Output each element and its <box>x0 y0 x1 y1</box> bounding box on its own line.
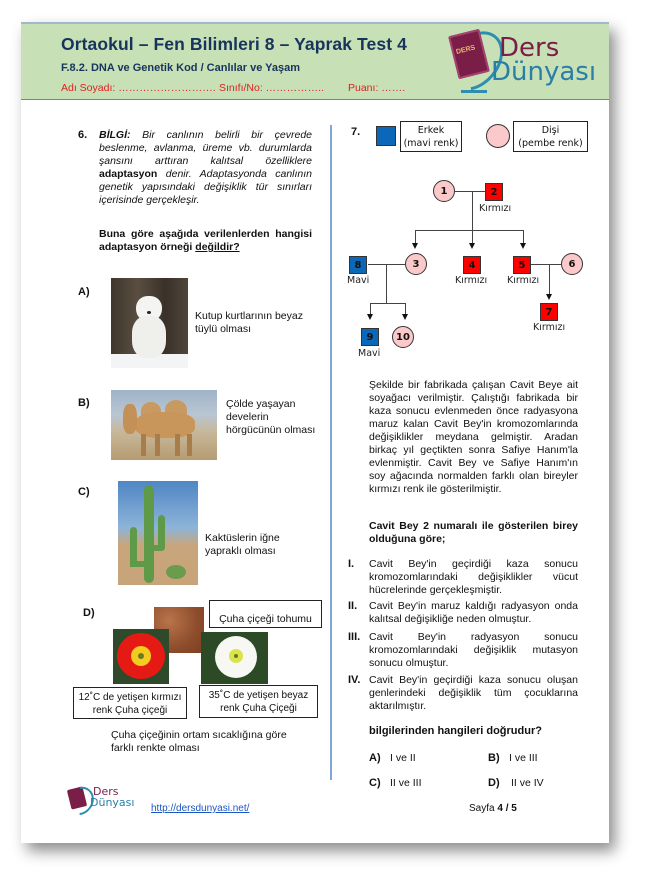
answer-letter: C) <box>369 777 381 789</box>
logo-line-2: Dünyası <box>491 57 597 87</box>
question-prompt: Cavit Bey 2 numaralı ile gösterilen birey olduğuna göre; <box>369 520 578 545</box>
male-legend-box <box>400 121 462 152</box>
female-legend-circle <box>486 124 510 148</box>
statement-text: Cavit Bey'in maruz kaldığı radyasyon onda kalıtsal değişikliğe neden olmuştur. <box>369 600 578 625</box>
node-4-label: Kırmızı <box>455 275 488 286</box>
white-primrose-image <box>201 632 268 684</box>
page-total: 5 <box>511 803 517 814</box>
question-number: 6. <box>78 129 88 141</box>
sibling-line <box>415 230 523 231</box>
question-passage: Şekilde bir fabrikada çalışan Cavit Beye ait soyağacı verilmiştir. Çalıştığı fabrikada bir kaza sonucu evlenmeden önce radyasyona maruz kalan Cavit Bey'in kromozomlarında değişiklikler meydana gelmiştir. Aradan birkaç yıl geçtikten sonra Safiye Hanım'la evlenmiştir. Cavit Bey ve Safiye Hanım'ın soy ağacında normalden farklı olan bireyler kırmızı renk ile gösterilmiştir. <box>369 379 578 495</box>
worksheet-page <box>21 22 609 843</box>
pedigree-node-8 <box>349 256 367 274</box>
red-flower-label-box: 12˚C de yetişen kırmızı renk Çuha çiçeği <box>73 687 187 719</box>
line-to-5 <box>523 230 524 244</box>
pedigree-node-9 <box>361 328 379 346</box>
pedigree-node-1 <box>433 180 455 202</box>
node-8-label: Mavi <box>347 275 370 286</box>
answer-text: I ve II <box>390 752 416 764</box>
marriage-line-5-6 <box>531 264 561 265</box>
pedigree-node-6 <box>561 253 583 275</box>
question-prompt <box>99 228 312 254</box>
line-to-4 <box>472 230 473 244</box>
page-subtitle: F.8.2. DNA ve Genetik Kod / Canlılar ve Yaşam <box>61 62 301 74</box>
arrow-to-4 <box>469 243 475 249</box>
pedigree-node-4 <box>463 256 481 274</box>
statement-text: Cavit Bey'in geçirdiği kaza sonucu kromozomlarındaki değişiklikler vücut hücrelerinde gerçekleşmiştir. <box>369 558 578 596</box>
page-number <box>469 803 517 814</box>
page-header <box>21 22 609 100</box>
pedigree-node-3 <box>405 253 427 275</box>
footer-logo-line-2: Dünyası <box>90 796 135 809</box>
option-text: Çuha çiçeğinin ortam sıcaklığına göre farklı renkte olması <box>111 729 287 754</box>
page-title: Ortaokul – Fen Bilimleri 8 – Yaprak Test 4 <box>61 34 407 54</box>
white-flower-label-box: 35˚C de yetişen beyaz renk Çuha Çiçeği <box>199 685 318 718</box>
sibling-line-9-10 <box>370 303 405 304</box>
answer-text: I ve III <box>509 752 538 764</box>
node-id: 4 <box>468 259 476 271</box>
statement-text: Cavit Bey'in geçirdiği kaza sonucu oluşan genlerindeki değişiklik tüm çocuklarına aktarılmıştır. <box>369 674 578 712</box>
prompt-text: Buna göre aşağıda verilenlerden hangisi adaptasyon örneği <box>99 228 312 253</box>
node-id: 7 <box>545 306 553 318</box>
option-text: Kutup kurtlarının beyaz tüylü olması <box>195 310 303 335</box>
red-primrose-image <box>113 629 169 684</box>
page-separator: / <box>502 803 512 814</box>
page-prefix: Sayfa <box>469 803 498 814</box>
arrow-to-10 <box>402 314 408 320</box>
arrow-to-5 <box>520 243 526 249</box>
node-id: 6 <box>568 258 576 270</box>
logo-text <box>491 33 597 87</box>
option-letter: A) <box>78 286 90 298</box>
node-id: 5 <box>518 259 526 271</box>
seed-label-box: Çuha çiçeği tohumu <box>209 600 322 628</box>
statement-numeral: IV. <box>348 674 361 686</box>
logo-line-1: Ders <box>499 33 560 63</box>
female-legend-line-2: (pembe renk) <box>518 138 583 149</box>
name-field: Adı Soyadı: ………………………. <box>61 82 216 94</box>
answer-letter: D) <box>488 777 500 789</box>
question-number: 7. <box>351 126 361 138</box>
option-letter: B) <box>78 397 90 409</box>
question-text: bilgilerinden hangileri doğrudur? <box>369 725 542 737</box>
statement-numeral: II. <box>348 600 358 612</box>
male-legend-square <box>376 126 396 146</box>
pedigree-node-10 <box>392 326 414 348</box>
cactus-image <box>118 481 198 585</box>
footer-logo-line-1: Ders <box>93 785 119 798</box>
option-letter: C) <box>78 486 90 498</box>
option-letter: D) <box>83 607 95 619</box>
footer-logo-text <box>90 785 135 809</box>
descent-line-8-3 <box>386 264 387 303</box>
male-legend-line-2: (mavi renk) <box>403 138 459 149</box>
answer-letter: A) <box>369 752 381 764</box>
node-id: 2 <box>490 186 498 198</box>
node-id: 9 <box>366 331 374 343</box>
female-legend-line-1: Dişi <box>541 125 560 136</box>
arrow-to-3 <box>412 243 418 249</box>
info-bold-term: adaptasyon <box>99 168 158 180</box>
globe-stand <box>461 90 487 93</box>
statement-numeral: I. <box>348 558 355 570</box>
node-9-label: Mavi <box>358 348 381 359</box>
class-field: Sınıfı/No: …………….. <box>219 82 325 94</box>
info-label: BİLGİ: <box>99 129 131 141</box>
male-legend-line-1: Erkek <box>417 125 445 136</box>
camel-image <box>111 390 217 460</box>
arrow-to-7 <box>546 294 552 300</box>
pedigree-node-5 <box>513 256 531 274</box>
node-7-label: Kırmızı <box>533 322 566 333</box>
node-id: 8 <box>354 259 362 271</box>
descent-line-5-6 <box>549 264 550 296</box>
arrow-to-9 <box>367 314 373 320</box>
descent-line-1-2 <box>472 191 473 230</box>
female-legend-box <box>513 121 588 152</box>
node-5-label: Kırmızı <box>507 275 540 286</box>
book-text: DERS <box>455 44 476 56</box>
page-current: 4 <box>497 803 503 814</box>
node-id: 3 <box>412 258 420 270</box>
answer-text: II ve III <box>390 777 422 789</box>
node-2-label: Kırmızı <box>479 203 512 214</box>
info-text-1: Bir canlının belirli bir çevrede beslenme, avlanma, üreme vb. durumlarda şansını arttıran kalıtsal özelliklere <box>99 129 312 167</box>
pedigree-node-7 <box>540 303 558 321</box>
info-paragraph <box>99 129 312 207</box>
prompt-underlined: değildir? <box>195 241 240 253</box>
pedigree-node-2 <box>485 183 503 201</box>
statement-text: Cavit Bey'in radyasyon sonucu kromozomlarındaki değişiklik mutasyon sonucu olmuştur. <box>369 631 578 669</box>
answer-text: II ve IV <box>511 777 544 789</box>
option-text: Çölde yaşayan develerin hörgücünün olması <box>226 398 316 436</box>
arctic-wolf-image <box>111 278 188 368</box>
statement-numeral: III. <box>348 631 361 643</box>
line-to-3 <box>415 230 416 244</box>
option-text: Kaktüslerin iğne yapraklı olması <box>205 532 280 557</box>
marriage-line-1-2 <box>455 191 485 192</box>
info-text-2: denir. Adaptasyonda canlının genetik yapısındaki değişiklik tür sınırları içerisinde gerçekleşir. <box>99 168 313 206</box>
answer-letter: B) <box>488 752 500 764</box>
node-id: 10 <box>396 331 410 343</box>
score-field: Puanı: ……. <box>348 82 406 94</box>
column-divider <box>330 125 332 780</box>
website-link[interactable]: http://dersdunyasi.net/ <box>151 803 250 814</box>
node-id: 1 <box>440 185 448 197</box>
